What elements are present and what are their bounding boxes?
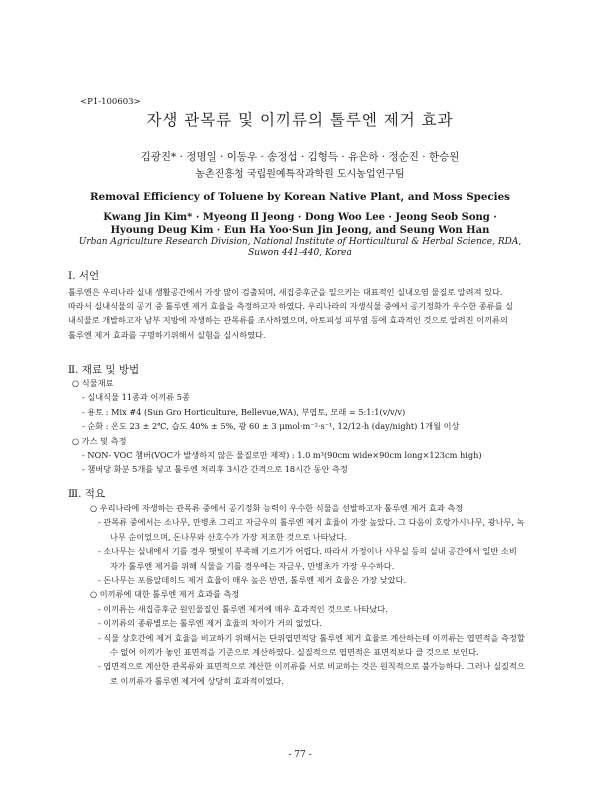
section-heading-introduction: Ⅰ. 서언 (68, 270, 100, 282)
list-item: - 실내식물 11종과 이끼류 5종 (82, 392, 190, 403)
paragraph-line: 따라서 실내식물의 공기 중 톨루엔 제거 효율을 측정하고자 하였다. 우리나라의 자생식물 중에서 공기정화가 우수한 종류를 실 (68, 301, 514, 312)
list-item: ○ 식물재료 (72, 378, 114, 388)
list-item: ○ 우리나라에 자생하는 관목류 중에서 공기정화 능력이 우수한 식물을 선발하고자 톨루엔 제거 효과 측정 (90, 503, 464, 513)
affiliation-english-line: Suwon 441-440, Korea (248, 248, 352, 258)
paragraph-line: 톨루엔은 우리나라 실내 생활공간에서 가장 많이 검출되며, 새집증후군을 일으키는 대표적인 실내오염 물질로 알려져 있다. (68, 287, 503, 297)
title-english: Removal Efficiency of Toluene by Korean Native Plant, and Moss Species (90, 191, 510, 203)
list-item: - 식물 상호간에 제거 효율을 비교하기 위해서는 단위엽면적당 톨루엔 제거 효율로 계산하는데 이끼류는 엽면적을 측정할 (98, 632, 525, 643)
list-item: 나무 순이었으며, 돈나무와 산호수가 가장 저조한 것으로 나타났다. (110, 531, 347, 542)
affiliation-english-line: Urban Agriculture Research Division, National Institute of Horticultural & Herbal Science, RDA, (78, 237, 522, 247)
affiliation-english (0, 237, 600, 259)
paragraph-line: 내식물로 개발하고자 남부 지방에 자생하는 관목류를 조사하였으며, 아토피성 피부염 등에 효과적인 것으로 알려진 이끼류의 (68, 315, 508, 326)
list-item: ○ 가스 및 측정 (72, 435, 127, 446)
authors-english-line: Kwang Jin Kim* · Myeong Il Jeong · Dong Woo Lee · Jeong Seob Song · (103, 212, 497, 223)
summary-list (68, 501, 548, 688)
authors-english-line: Hyoung Deug Kim · Eun Ha Yoo·Sun Jin Jeong, and Seung Won Han (110, 225, 490, 236)
list-item: 로 이끼류가 톨루엔 제거에 상당히 효과적이었다. (110, 675, 284, 686)
page-number: - 77 - (288, 750, 312, 760)
list-item: - 이끼류의 종류별로는 톨루엔 제거 효율의 차이가 거의 없었다. (98, 618, 322, 629)
title-korean: 자생 관목류 및 이끼류의 톨루엔 제거 효과 (146, 111, 454, 129)
affiliation-korean: 농촌진흥청 국립원예특작과학원 도시농업연구팀 (195, 169, 405, 180)
list-item: - 돈나무는 포름알데히드 제거 효율이 매우 높은 반면, 톨루엔 제거 효율은 가장 낮았다. (98, 575, 407, 586)
list-item: - 엽면적으로 계산한 관목류와 표면적으로 계산한 이끼류를 서로 비교하는 것은 원칙적으로 불가능하다. 그러나 실질적으 (98, 661, 525, 672)
introduction-paragraph (68, 285, 534, 342)
list-item: - 챔버당 화분 5개를 넣고 톨루엔 처리후 3시간 간격으로 18시간 동안 측정 (82, 464, 348, 475)
list-item: - 관목류 중에서는 소나무, 만병초 그리고 자금우의 톨루엔 제거 효율이 가장 높았다. 그 다음이 호랑가시나무, 광나무, 녹 (98, 517, 525, 528)
authors-english (0, 211, 600, 237)
list-item: ○ 이끼류에 대한 톨루엔 제거 효과를 측정 (90, 589, 240, 600)
section-heading-materials-methods: Ⅱ. 재료 및 방법 (68, 364, 140, 376)
list-item: - 이끼류는 새집증후군 원인물질인 톨루엔 제거에 매우 효과적인 것으로 나타났다. (98, 603, 388, 614)
list-item: - 소나무는 실내에서 기를 경우 햇빛이 부족해 기르기가 어렵다. 따라서 가정이나 사무실 등의 실내 공간에서 일반 소비 (98, 546, 517, 557)
materials-methods-list (68, 376, 548, 477)
list-item: 수 없어 이끼가 놓인 표면적을 기준으로 계산하였다. 실질적으로 엽면적은 표면적보다 클 것으로 보인다. (110, 647, 479, 658)
list-item: - NON- VOC 챔버(VOC가 발생하지 않은 물질로만 제작) : 1.0 m³(90cm wide×90cm long×123cm high) (82, 450, 482, 461)
authors-korean: 김광진* · 정명일 · 이동우 · 송정섭 · 김형득 · 유은하 · 정순진 · 한승원 (140, 151, 460, 163)
paragraph-line: 톨루엔 제거 효과를 구명하기위해서 실험을 실시하였다. (68, 329, 266, 340)
list-item: - 순화 : 온도 23 ± 2℃, 습도 40% ± 5%, 광 60 ± 3 μmol·m⁻²·s⁻¹, 12/12-h (day/night) 1개월 이상 (82, 421, 460, 432)
paper-code: <P1-100603> (80, 97, 141, 107)
list-item: 자가 톨루엔 제거를 위해 식물을 기를 경우에는 자금우, 만병초가 가장 우수하다. (110, 560, 395, 571)
list-item: - 용토 : Mix #4 (Sun Gro Horticulture, Bellevue,WA), 부엽토, 모래 = 5:1:1(v/v/v) (82, 406, 406, 417)
section-heading-summary: Ⅲ. 적요 (68, 488, 106, 500)
